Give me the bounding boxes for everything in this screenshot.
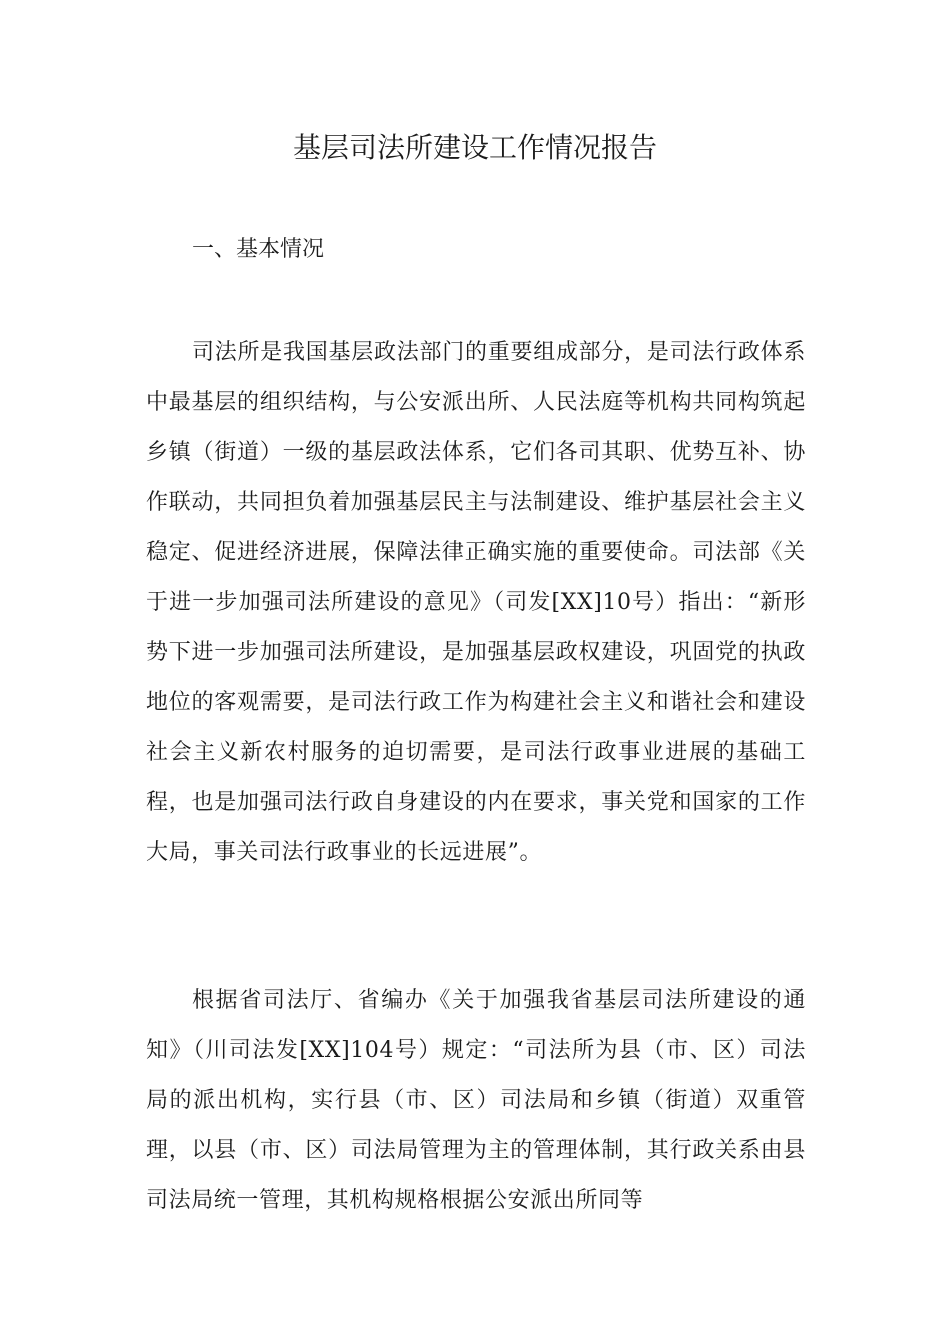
paragraph-2: 根据省司法厅、省编办《关于加强我省基层司法所建设的通知》（川司法发[XX]104号）规定：“司法所为县（市、区）司法局的派出机构，实行县（市、区）司法局和乡镇（街道）双重管理，以县（市、区）司法局管理为主的管理体制，其行政关系由县司法局统一管理，其机构规格根据公安派出所同等 [146,988,806,1213]
paragraph-1: 司法所是我国基层政法部门的重要组成部分，是司法行政体系中最基层的组织结构，与公安派出所、人民法庭等机构共同构筑起乡镇（街道）一级的基层政法体系，它们各司其职、优势互补、协作联动，共同担负着加强基层民主与法制建设、维护基层社会主义稳定、促进经济进展，保障法律正确实施的重要使命。司法部《关于进一步加强司法所建设的意见》（司发[XX]10号）指出：“新形势下进一步加强司法所建设，是加强基层政权建设，巩固党的执政地位的客观需要，是司法行政工作为构建社会主义和谐社会和建设社会主义新农村服务的迫切需要，是司法行政事业进展的基础工程，也是加强司法行政自身建设的内在要求，事关党和国家的工作大局，事关司法行政事业的长远进展”。 [146,340,806,865]
document-title: 基层司法所建设工作情况报告 [292,131,657,164]
section-heading: 一、基本情况 [192,237,325,262]
